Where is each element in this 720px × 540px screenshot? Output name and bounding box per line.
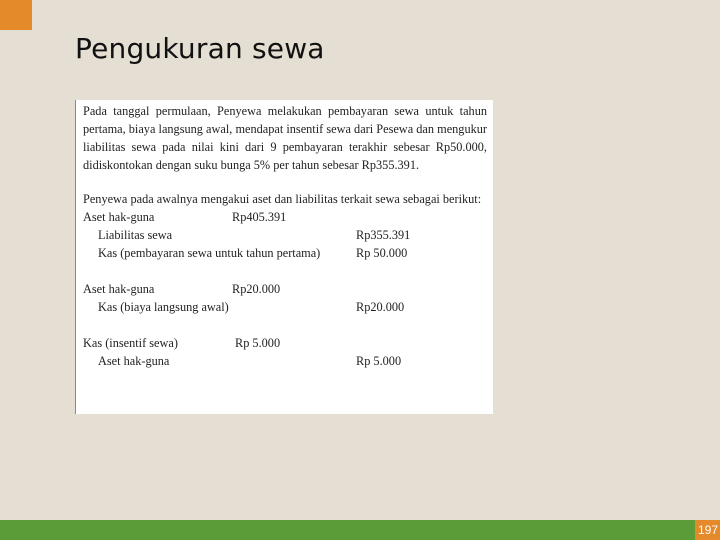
content-box [75,100,493,414]
journal-row [83,298,487,316]
journal-account: Aset hak-guna [83,210,155,224]
recognition-paragraph: Penyewa pada awalnya mengakui aset dan liabilitas terkait sewa sebagai berikut: [83,192,482,206]
page-number: 197 [695,520,720,540]
footer-bar [0,520,720,540]
journal-debit: Rp405.391 [232,210,287,224]
journal-debit: Rp20.000 [232,282,281,296]
accent-block [0,0,32,30]
journal-credit: Rp 50.000 [356,246,408,260]
journal-credit: Rp20.000 [356,300,405,314]
journal-account: Kas (pembayaran sewa untuk tahun pertama) [98,246,321,260]
journal-row [83,280,487,298]
journal-row [83,244,487,262]
journal-credit: Rp355.391 [356,228,411,242]
journal-debit: Rp 5.000 [235,336,281,350]
journal-row [83,226,487,244]
slide-title: Pengukuran sewa [75,32,325,65]
journal-row [83,208,487,226]
intro-paragraph: Pada tanggal permulaan, Penyewa melakukan pembayaran sewa untuk tahun pertama, biaya langsung awal, mendapat insentif sewa dari Pesewa dan mengukur liabilitas sewa pada nilai kini dari 9 pembayaran terakhir sebesar Rp50.000, didiskontokan dengan suku bunga 5% per tahun sebesar Rp355.391. [83,104,487,172]
journal-account: Kas (biaya langsung awal) [98,300,229,314]
journal-account: Aset hak-guna [83,282,155,296]
journal-entry-direct-cost [83,280,487,316]
journal-account: Kas (insentif sewa) [83,336,178,350]
journal-row [83,334,487,352]
journal-account: Aset hak-guna [98,354,170,368]
journal-row [83,352,487,370]
journal-entry-incentive [83,334,487,370]
journal-account: Liabilitas sewa [98,228,173,242]
journal-entry-initial [83,208,487,262]
journal-credit: Rp 5.000 [356,354,402,368]
